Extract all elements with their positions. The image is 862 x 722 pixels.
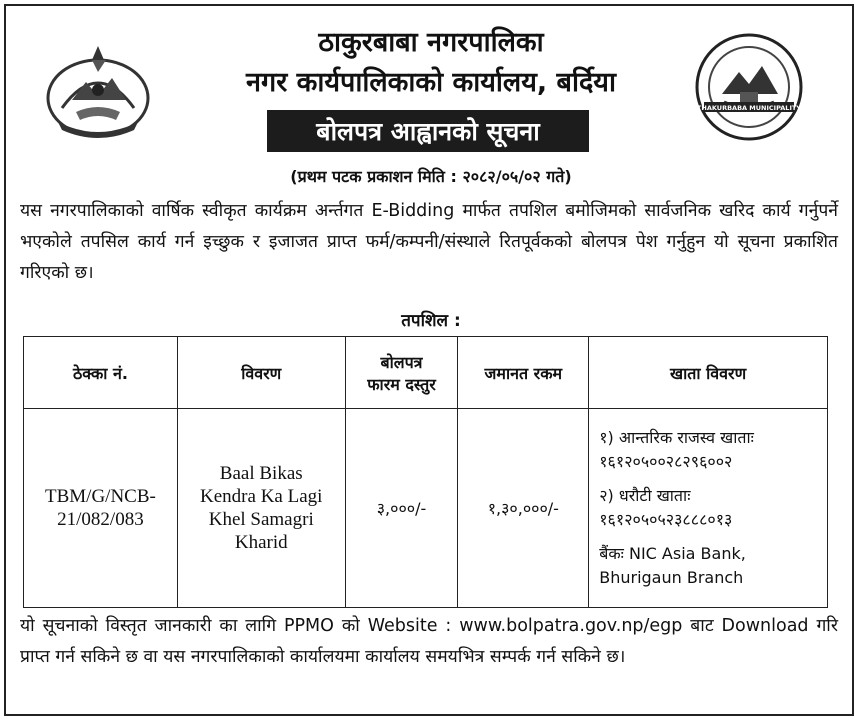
header-contract-no: ठेक्का नं. — [24, 337, 178, 409]
description-line2: Kendra Ka Lagi — [200, 486, 323, 507]
footer-paragraph: यो सूचनाको विस्तृत जानकारी का लागि PPMO को Website : www.bolpatra.gov.np/egp बाट Download गरि प्राप्त गर्न सकिने छ वा यस नगरपालिकाको कार्यालयमा कार्यालय समयभित्र सम्पर्क गर्न सकिने छ। — [20, 616, 838, 667]
municipality-name: ठाकुरबाबा नगरपालिका — [318, 27, 544, 58]
table-row — [24, 409, 828, 608]
cell-contract-no — [24, 409, 178, 608]
schedule-heading: तपशिल : — [401, 311, 461, 331]
header-form-fee-line1: बोलपत्र — [380, 352, 423, 372]
office-name: नगर कार्यपालिकाको कार्यालय, बर्दिया — [246, 67, 616, 98]
account2-number: १६१२०५०५२३८८८०१३ — [599, 510, 733, 529]
header-account: खाता विवरण — [589, 337, 828, 409]
description-line3: Khel Samagri — [208, 509, 314, 530]
publication-date: (प्रथम पटक प्रकाशन मिति : २०८२/०५/०२ गते) — [290, 167, 572, 186]
notice-title: बोलपत्र आह्वानको सूचना — [267, 110, 589, 152]
description-line1: Baal Bikas — [219, 463, 303, 484]
cell-account — [589, 409, 828, 608]
header-description: विवरण — [177, 337, 345, 409]
cell-security: १,३०,०००/- — [458, 409, 589, 608]
contract-no-line2: 21/082/083 — [57, 509, 144, 530]
header-security: जमानत रकम — [458, 337, 589, 409]
cell-description — [177, 409, 345, 608]
tender-table — [23, 336, 828, 608]
contract-no-line1: TBM/G/NCB- — [45, 486, 156, 507]
account2-label: २) धरौटी खाताः — [599, 486, 691, 505]
bank-line1: बैंकः NIC Asia Bank, — [599, 544, 746, 563]
bank-line2: Bhurigaun Branch — [599, 568, 744, 587]
description-line4: Kharid — [234, 532, 288, 553]
account1-number: १६१२०५००२८२९६००२ — [599, 452, 733, 471]
account1-label: १) आन्तरिक राजस्व खाताः — [599, 428, 754, 447]
header-form-fee — [345, 337, 458, 409]
intro-paragraph: यस नगरपालिकाको वार्षिक स्वीकृत कार्यक्रम अर्न्तगत E-Bidding मार्फत तपशिल बमोजिमको सार्वजनिक खरिद कार्य गर्नुपर्ने भएकोले तपसिल कार्य गर्न इच्छुक र इजाजत प्राप्त फर्म/कम्पनी/संस्थाले रितपूर्वकको बोलपत्र पेश गर्नुहुन यो सूचना प्रकाशित गरिएको छ। — [20, 201, 838, 283]
table-header-row — [24, 337, 828, 409]
cell-form-fee: ३,०००/- — [345, 409, 458, 608]
logo-right-text: THAKURBABA MUNICIPALITY — [696, 104, 802, 112]
header-form-fee-line2: फारम दस्तुर — [367, 374, 436, 394]
